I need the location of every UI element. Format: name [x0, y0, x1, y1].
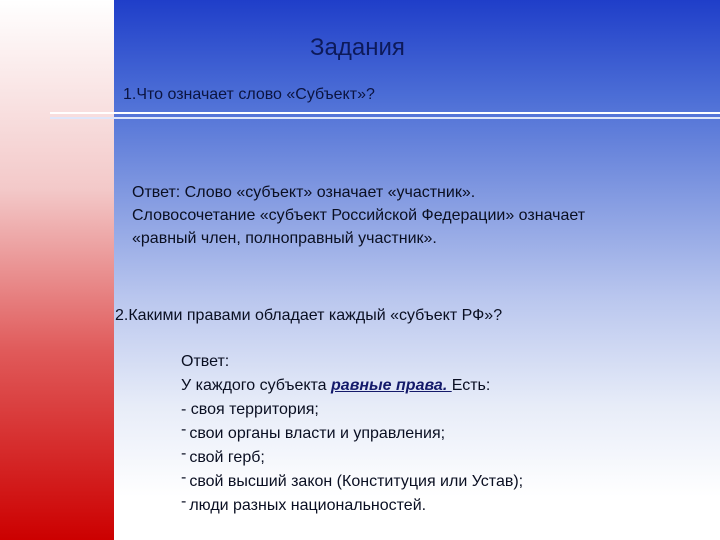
answer-1 [132, 181, 712, 250]
slide-title: Задания [310, 34, 405, 61]
question-2: 2.Какими правами обладает каждый «субъект РФ»? [115, 307, 503, 324]
list-item-text: люди разных национальностей. [189, 497, 427, 514]
list-dash: - [181, 493, 187, 510]
list-item: - своя территория; [181, 401, 319, 418]
title-divider [50, 112, 720, 122]
list-dash: - [181, 445, 187, 462]
list-item [181, 494, 523, 518]
left-red-gradient-strip [0, 0, 114, 540]
list-item-text: свой высший закон (Конституция или Устав); [189, 473, 524, 490]
list-dash: - [181, 469, 187, 486]
list-item [181, 422, 523, 446]
list-item [181, 470, 523, 494]
answer-2-intro-suffix: Есть: [451, 377, 491, 394]
answer-2-emphasis: равные права. [331, 377, 452, 394]
divider-line-bottom [50, 117, 720, 119]
answer-2-intro-prefix: У каждого субъекта [181, 377, 332, 394]
answer-2 [181, 350, 523, 518]
list-item-text: свой герб; [189, 449, 265, 466]
divider-line-top [50, 112, 720, 114]
list-item [181, 446, 523, 470]
answer-1-line: «равный член, полноправный участник». [132, 230, 437, 247]
list-item-text: свои органы власти и управления; [189, 425, 446, 442]
list-dash: - [181, 421, 187, 438]
answer-1-line: Словосочетание «субъект Российской Федерации» означает [132, 207, 586, 224]
answer-2-intro [181, 374, 523, 398]
answer-1-line: Ответ: Слово «субъект» означает «участник». [132, 184, 476, 201]
answer-2-label: Ответ: [181, 353, 230, 370]
question-1: 1.Что означает слово «Субъект»? [123, 86, 375, 103]
